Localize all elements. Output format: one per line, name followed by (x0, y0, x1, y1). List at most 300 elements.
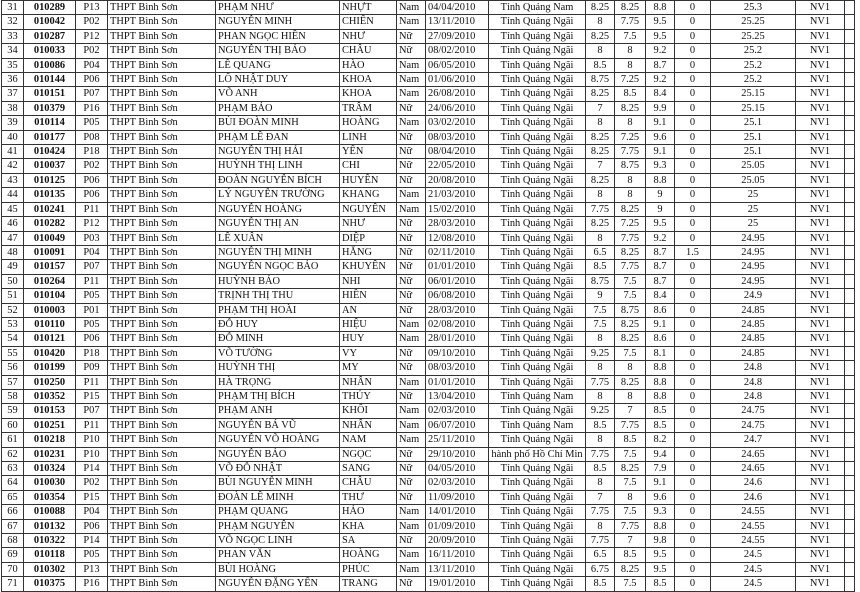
score-3-cell: 8.7 (646, 58, 675, 72)
score-2-cell: 7.25 (615, 130, 646, 144)
score-2-cell: 8.5 (615, 433, 646, 447)
preference-cell: NV1 (796, 245, 845, 259)
bonus-score-cell: 0 (675, 130, 711, 144)
table-row (2, 447, 855, 461)
family-middle-name-cell: PHẠM LÊ ĐAN (216, 130, 340, 144)
student-id-cell: 010033 (24, 44, 76, 58)
gender-cell: Nữ (397, 130, 426, 144)
score-2-cell: 8 (615, 173, 646, 187)
score-1-cell: 8.75 (586, 73, 615, 87)
birth-date-cell: 11/09/2010 (426, 490, 489, 504)
exam-room-cell: P12 (76, 29, 108, 43)
bonus-score-cell: 0 (675, 317, 711, 331)
birthplace-cell: Tỉnh Quảng Ngãi (489, 519, 586, 533)
gender-cell: Nam (397, 519, 426, 533)
birthplace-cell: Tỉnh Quảng Ngãi (489, 476, 586, 490)
score-3-cell: 8.7 (646, 245, 675, 259)
given-name-cell: HUY (340, 332, 397, 346)
score-2-cell: 7.75 (615, 418, 646, 432)
row-number-cell: 51 (2, 289, 24, 303)
preference-cell: NV1 (796, 202, 845, 216)
preference-cell: NV1 (796, 389, 845, 403)
table-row (2, 116, 855, 130)
row-number-cell: 70 (2, 562, 24, 576)
score-1-cell: 8 (586, 231, 615, 245)
student-id-cell: 010420 (24, 346, 76, 360)
preference-cell: NV1 (796, 231, 845, 245)
row-number-cell: 65 (2, 490, 24, 504)
student-id-cell: 010282 (24, 217, 76, 231)
score-2-cell: 8.25 (615, 462, 646, 476)
family-middle-name-cell: VÕ NGỌC LINH (216, 534, 340, 548)
score-2-cell: 8.25 (615, 317, 646, 331)
table-body (2, 1, 855, 592)
preference-cell: NV1 (796, 462, 845, 476)
table-row (2, 188, 855, 202)
score-1-cell: 9 (586, 289, 615, 303)
total-score-cell: 24.75 (711, 404, 796, 418)
score-1-cell: 8.5 (586, 462, 615, 476)
table-row (2, 389, 855, 403)
student-id-cell: 010241 (24, 202, 76, 216)
school-name-cell: THPT Bình Sơn (108, 375, 216, 389)
birth-date-cell: 27/09/2010 (426, 29, 489, 43)
preference-cell: NV1 (796, 577, 845, 591)
table-row (2, 145, 855, 159)
row-number-cell: 37 (2, 87, 24, 101)
bonus-score-cell: 1.5 (675, 245, 711, 259)
score-3-cell: 9.8 (646, 534, 675, 548)
score-1-cell: 8.25 (586, 29, 615, 43)
score-1-cell: 7.75 (586, 447, 615, 461)
exam-room-cell: P04 (76, 245, 108, 259)
school-name-cell: THPT Bình Sơn (108, 577, 216, 591)
family-middle-name-cell: BÙI ĐOÀN MINH (216, 116, 340, 130)
total-score-cell: 24.95 (711, 245, 796, 259)
gender-cell: Nam (397, 548, 426, 562)
score-3-cell: 8.5 (646, 418, 675, 432)
bonus-score-cell: 0 (675, 58, 711, 72)
score-2-cell: 8.25 (615, 101, 646, 115)
student-id-cell: 010324 (24, 462, 76, 476)
table-row (2, 462, 855, 476)
score-1-cell: 7.5 (586, 317, 615, 331)
birth-date-cell: 08/02/2010 (426, 44, 489, 58)
empty-cell (845, 418, 855, 432)
family-middle-name-cell: NGUYỄN VÕ HOÀNG (216, 433, 340, 447)
student-id-cell: 010110 (24, 317, 76, 331)
score-3-cell: 8.2 (646, 433, 675, 447)
exam-room-cell: P10 (76, 433, 108, 447)
total-score-cell: 24.85 (711, 303, 796, 317)
birthplace-cell: Tỉnh Quảng Ngãi (489, 58, 586, 72)
total-score-cell: 24.55 (711, 534, 796, 548)
birthplace-cell: Tỉnh Quảng Nam (489, 1, 586, 15)
family-middle-name-cell: NGUYỄN THỊ MINH (216, 245, 340, 259)
exam-room-cell: P18 (76, 145, 108, 159)
score-1-cell: 8 (586, 361, 615, 375)
total-score-cell: 24.65 (711, 462, 796, 476)
total-score-cell: 25.1 (711, 145, 796, 159)
given-name-cell: KHUYÊN (340, 260, 397, 274)
table-row (2, 418, 855, 432)
bonus-score-cell: 0 (675, 1, 711, 15)
student-id-cell: 010037 (24, 159, 76, 173)
row-number-cell: 66 (2, 505, 24, 519)
preference-cell: NV1 (796, 1, 845, 15)
empty-cell (845, 44, 855, 58)
bonus-score-cell: 0 (675, 519, 711, 533)
score-1-cell: 8.5 (586, 58, 615, 72)
score-2-cell: 7.5 (615, 505, 646, 519)
exam-room-cell: P13 (76, 1, 108, 15)
bonus-score-cell: 0 (675, 476, 711, 490)
score-1-cell: 8 (586, 519, 615, 533)
total-score-cell: 24.5 (711, 548, 796, 562)
empty-cell (845, 490, 855, 504)
preference-cell: NV1 (796, 433, 845, 447)
school-name-cell: THPT Bình Sơn (108, 404, 216, 418)
preference-cell: NV1 (796, 73, 845, 87)
gender-cell: Nam (397, 116, 426, 130)
birth-date-cell: 02/03/2010 (426, 476, 489, 490)
birthplace-cell: hành phố Hồ Chí Min (489, 447, 586, 461)
student-id-cell: 010132 (24, 519, 76, 533)
score-1-cell: 8.5 (586, 577, 615, 591)
school-name-cell: THPT Bình Sơn (108, 534, 216, 548)
given-name-cell: MY (340, 361, 397, 375)
table-row (2, 490, 855, 504)
total-score-cell: 25.15 (711, 101, 796, 115)
birthplace-cell: Tỉnh Quảng Ngãi (489, 130, 586, 144)
score-1-cell: 9.25 (586, 404, 615, 418)
preference-cell: NV1 (796, 447, 845, 461)
preference-cell: NV1 (796, 159, 845, 173)
score-2-cell: 7 (615, 534, 646, 548)
gender-cell: Nam (397, 375, 426, 389)
school-name-cell: THPT Bình Sơn (108, 332, 216, 346)
birthplace-cell: Tỉnh Quảng Ngãi (489, 534, 586, 548)
table-row (2, 217, 855, 231)
score-2-cell: 8.5 (615, 548, 646, 562)
school-name-cell: THPT Bình Sơn (108, 58, 216, 72)
row-number-cell: 61 (2, 433, 24, 447)
bonus-score-cell: 0 (675, 29, 711, 43)
gender-cell: Nam (397, 433, 426, 447)
school-name-cell: THPT Bình Sơn (108, 130, 216, 144)
score-3-cell: 8.8 (646, 375, 675, 389)
total-score-cell: 25.25 (711, 15, 796, 29)
bonus-score-cell: 0 (675, 562, 711, 576)
total-score-cell: 24.8 (711, 375, 796, 389)
student-id-cell: 010144 (24, 73, 76, 87)
table-row (2, 476, 855, 490)
school-name-cell: THPT Bình Sơn (108, 418, 216, 432)
student-id-cell: 010322 (24, 534, 76, 548)
row-number-cell: 52 (2, 303, 24, 317)
total-score-cell: 25.25 (711, 29, 796, 43)
total-score-cell: 24.65 (711, 447, 796, 461)
school-name-cell: THPT Bình Sơn (108, 73, 216, 87)
student-id-cell: 010424 (24, 145, 76, 159)
exam-room-cell: P05 (76, 548, 108, 562)
empty-cell (845, 116, 855, 130)
birthplace-cell: Tỉnh Quảng Ngãi (489, 245, 586, 259)
birth-date-cell: 22/05/2010 (426, 159, 489, 173)
birthplace-cell: Tỉnh Quảng Ngãi (489, 490, 586, 504)
family-middle-name-cell: LÊ XUÂN (216, 231, 340, 245)
student-id-cell: 010003 (24, 303, 76, 317)
gender-cell: Nam (397, 87, 426, 101)
birthplace-cell: Tỉnh Quảng Ngãi (489, 346, 586, 360)
total-score-cell: 24.95 (711, 274, 796, 288)
exam-room-cell: P15 (76, 490, 108, 504)
score-3-cell: 9.1 (646, 116, 675, 130)
birth-date-cell: 20/09/2010 (426, 534, 489, 548)
row-number-cell: 64 (2, 476, 24, 490)
birthplace-cell: Tỉnh Quảng Ngãi (489, 44, 586, 58)
gender-cell: Nữ (397, 490, 426, 504)
family-middle-name-cell: PHAN NGỌC HIỀN (216, 29, 340, 43)
birth-date-cell: 12/08/2010 (426, 231, 489, 245)
score-1-cell: 7 (586, 490, 615, 504)
student-id-cell: 010157 (24, 260, 76, 274)
score-2-cell: 7.25 (615, 73, 646, 87)
bonus-score-cell: 0 (675, 44, 711, 58)
birthplace-cell: Tỉnh Quảng Ngãi (489, 116, 586, 130)
row-number-cell: 57 (2, 375, 24, 389)
exam-room-cell: P14 (76, 462, 108, 476)
score-3-cell: 9.3 (646, 505, 675, 519)
preference-cell: NV1 (796, 404, 845, 418)
bonus-score-cell: 0 (675, 404, 711, 418)
bonus-score-cell: 0 (675, 332, 711, 346)
total-score-cell: 25 (711, 217, 796, 231)
bonus-score-cell: 0 (675, 548, 711, 562)
student-id-cell: 010135 (24, 188, 76, 202)
bonus-score-cell: 0 (675, 173, 711, 187)
birth-date-cell: 06/08/2010 (426, 289, 489, 303)
birth-date-cell: 03/02/2010 (426, 116, 489, 130)
birthplace-cell: Tỉnh Quảng Ngãi (489, 87, 586, 101)
student-id-cell: 010218 (24, 433, 76, 447)
empty-cell (845, 173, 855, 187)
given-name-cell: NHƯ (340, 217, 397, 231)
family-middle-name-cell: NGUYỄN THỊ AN (216, 217, 340, 231)
score-1-cell: 8.25 (586, 217, 615, 231)
bonus-score-cell: 0 (675, 116, 711, 130)
score-2-cell: 7.5 (615, 29, 646, 43)
row-number-cell: 38 (2, 101, 24, 115)
family-middle-name-cell: PHẠM THỊ BÍCH (216, 389, 340, 403)
birthplace-cell: Tỉnh Quảng Ngãi (489, 188, 586, 202)
given-name-cell: KHA (340, 519, 397, 533)
total-score-cell: 24.85 (711, 346, 796, 360)
score-1-cell: 7.75 (586, 202, 615, 216)
score-2-cell: 8.75 (615, 159, 646, 173)
total-score-cell: 24.8 (711, 389, 796, 403)
empty-cell (845, 87, 855, 101)
given-name-cell: HOÀNG (340, 548, 397, 562)
bonus-score-cell: 0 (675, 159, 711, 173)
score-1-cell: 8 (586, 116, 615, 130)
preference-cell: NV1 (796, 87, 845, 101)
birthplace-cell: Tỉnh Quảng Ngãi (489, 577, 586, 591)
birth-date-cell: 14/01/2010 (426, 505, 489, 519)
school-name-cell: THPT Bình Sơn (108, 159, 216, 173)
birth-date-cell: 25/11/2010 (426, 433, 489, 447)
gender-cell: Nam (397, 505, 426, 519)
score-2-cell: 8 (615, 188, 646, 202)
birth-date-cell: 20/08/2010 (426, 173, 489, 187)
total-score-cell: 24.95 (711, 260, 796, 274)
student-id-cell: 010091 (24, 245, 76, 259)
empty-cell (845, 361, 855, 375)
table-row (2, 562, 855, 576)
family-middle-name-cell: PHẠM THỊ HOÀI (216, 303, 340, 317)
gender-cell: Nữ (397, 245, 426, 259)
given-name-cell: HOÀNG (340, 116, 397, 130)
birthplace-cell: Tỉnh Quảng Ngãi (489, 375, 586, 389)
exam-room-cell: P09 (76, 361, 108, 375)
exam-room-cell: P08 (76, 130, 108, 144)
empty-cell (845, 29, 855, 43)
gender-cell: Nữ (397, 274, 426, 288)
score-1-cell: 8.25 (586, 130, 615, 144)
gender-cell: Nữ (397, 145, 426, 159)
given-name-cell: NGỌC (340, 447, 397, 461)
exam-room-cell: P04 (76, 505, 108, 519)
total-score-cell: 24.55 (711, 505, 796, 519)
score-2-cell: 8.25 (615, 375, 646, 389)
family-middle-name-cell: NGUYỄN ĐẶNG YẾN (216, 577, 340, 591)
empty-cell (845, 375, 855, 389)
student-id-cell: 010302 (24, 562, 76, 576)
score-1-cell: 9.25 (586, 346, 615, 360)
birthplace-cell: Tỉnh Quảng Ngãi (489, 548, 586, 562)
empty-cell (845, 332, 855, 346)
empty-cell (845, 562, 855, 576)
table-row (2, 505, 855, 519)
bonus-score-cell: 0 (675, 15, 711, 29)
exam-room-cell: P06 (76, 73, 108, 87)
table-row (2, 260, 855, 274)
gender-cell: Nữ (397, 476, 426, 490)
score-3-cell: 9 (646, 202, 675, 216)
score-1-cell: 6.75 (586, 562, 615, 576)
birth-date-cell: 01/01/2010 (426, 375, 489, 389)
score-3-cell: 8.7 (646, 260, 675, 274)
empty-cell (845, 73, 855, 87)
exam-room-cell: P06 (76, 519, 108, 533)
exam-room-cell: P06 (76, 188, 108, 202)
exam-room-cell: P05 (76, 116, 108, 130)
birth-date-cell: 19/01/2010 (426, 577, 489, 591)
given-name-cell: HÀO (340, 58, 397, 72)
preference-cell: NV1 (796, 274, 845, 288)
exam-room-cell: P11 (76, 375, 108, 389)
score-2-cell: 8 (615, 116, 646, 130)
student-id-cell: 010231 (24, 447, 76, 461)
gender-cell: Nữ (397, 303, 426, 317)
school-name-cell: THPT Bình Sơn (108, 44, 216, 58)
given-name-cell: DIỆP (340, 231, 397, 245)
family-middle-name-cell: NGUYỄN BẢO (216, 447, 340, 461)
exam-room-cell: P14 (76, 534, 108, 548)
total-score-cell: 25.1 (711, 116, 796, 130)
total-score-cell: 24.75 (711, 418, 796, 432)
row-number-cell: 43 (2, 173, 24, 187)
empty-cell (845, 260, 855, 274)
given-name-cell: AN (340, 303, 397, 317)
school-name-cell: THPT Bình Sơn (108, 447, 216, 461)
score-3-cell: 9.5 (646, 217, 675, 231)
score-2-cell: 8.25 (615, 562, 646, 576)
score-2-cell: 7.5 (615, 577, 646, 591)
given-name-cell: THỦY (340, 389, 397, 403)
family-middle-name-cell: ĐOÀN LÊ MINH (216, 490, 340, 504)
family-middle-name-cell: BÙI HOÀNG (216, 562, 340, 576)
exam-room-cell: P13 (76, 562, 108, 576)
gender-cell: Nữ (397, 159, 426, 173)
gender-cell: Nữ (397, 29, 426, 43)
school-name-cell: THPT Bình Sơn (108, 389, 216, 403)
row-number-cell: 33 (2, 29, 24, 43)
given-name-cell: HẰNG (340, 245, 397, 259)
birthplace-cell: Tỉnh Quảng Ngãi (489, 317, 586, 331)
row-number-cell: 34 (2, 44, 24, 58)
score-3-cell: 9.5 (646, 562, 675, 576)
empty-cell (845, 433, 855, 447)
given-name-cell: NHÂN (340, 375, 397, 389)
gender-cell: Nữ (397, 534, 426, 548)
gender-cell: Nữ (397, 217, 426, 231)
birthplace-cell: Tỉnh Quảng Ngãi (489, 145, 586, 159)
score-1-cell: 8 (586, 476, 615, 490)
score-1-cell: 8.25 (586, 145, 615, 159)
given-name-cell: NGUYÊN (340, 202, 397, 216)
family-middle-name-cell: ĐỖ MINH (216, 332, 340, 346)
exam-room-cell: P06 (76, 173, 108, 187)
birth-date-cell: 29/10/2010 (426, 447, 489, 461)
preference-cell: NV1 (796, 534, 845, 548)
exam-room-cell: P03 (76, 231, 108, 245)
birthplace-cell: Tỉnh Quảng Ngãi (489, 332, 586, 346)
birthplace-cell: Tỉnh Quảng Ngãi (489, 361, 586, 375)
score-1-cell: 8.25 (586, 173, 615, 187)
birth-date-cell: 01/06/2010 (426, 73, 489, 87)
family-middle-name-cell: PHẠM NHƯ (216, 1, 340, 15)
table-row (2, 317, 855, 331)
birthplace-cell: Tỉnh Quảng Ngãi (489, 29, 586, 43)
exam-room-cell: P02 (76, 44, 108, 58)
score-3-cell: 9.3 (646, 159, 675, 173)
row-number-cell: 48 (2, 245, 24, 259)
given-name-cell: CHÂU (340, 44, 397, 58)
given-name-cell: KHOA (340, 87, 397, 101)
score-3-cell: 9 (646, 188, 675, 202)
birth-date-cell: 02/11/2010 (426, 245, 489, 259)
preference-cell: NV1 (796, 15, 845, 29)
score-3-cell: 8.6 (646, 332, 675, 346)
student-id-cell: 010153 (24, 404, 76, 418)
score-1-cell: 7 (586, 101, 615, 115)
score-2-cell: 8 (615, 490, 646, 504)
family-middle-name-cell: LÊ QUANG (216, 58, 340, 72)
score-3-cell: 8.8 (646, 361, 675, 375)
bonus-score-cell: 0 (675, 101, 711, 115)
birthplace-cell: Tỉnh Quảng Ngãi (489, 260, 586, 274)
